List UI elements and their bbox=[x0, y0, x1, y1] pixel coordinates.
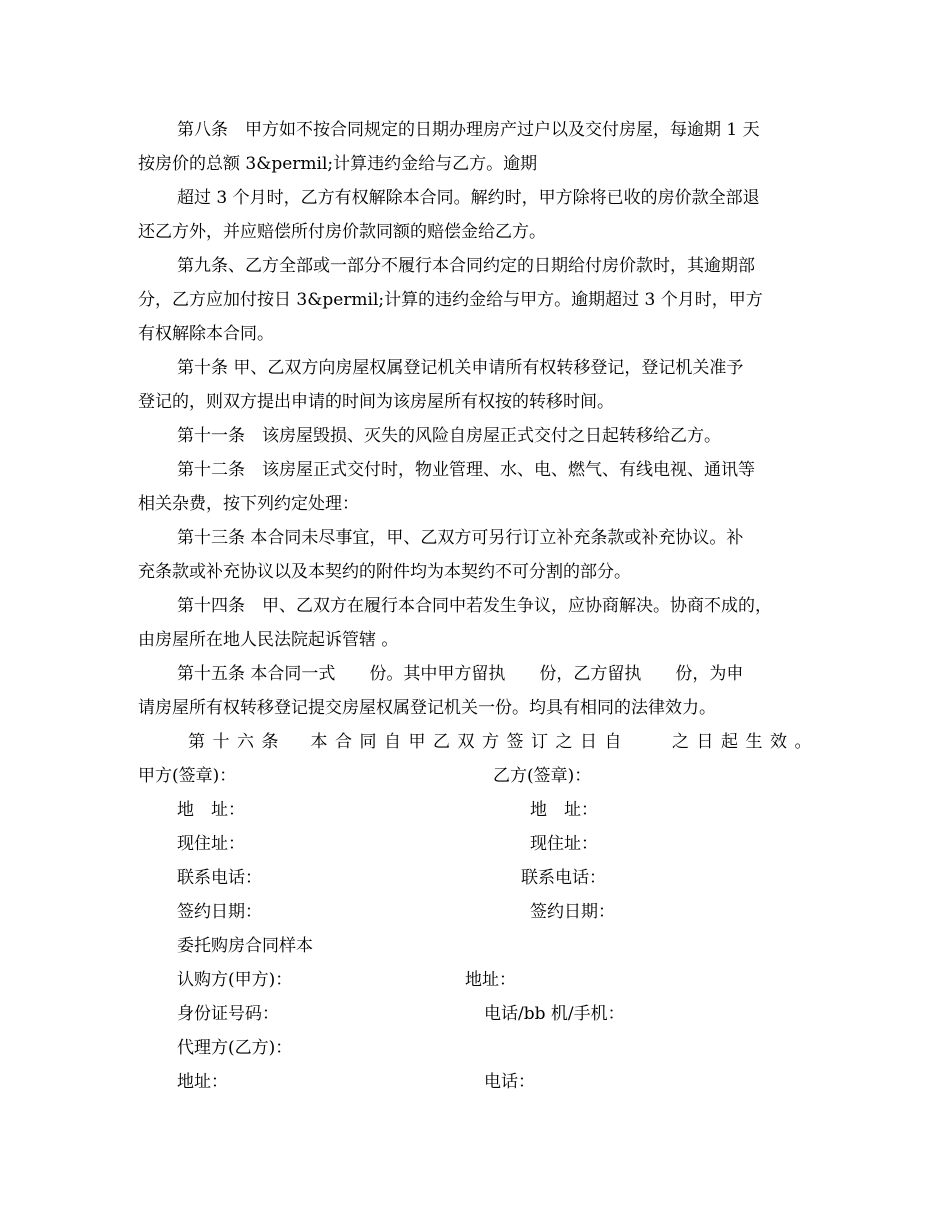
clause-9-line-2: 分，乙方应加付按日 3&permil;计算的违约金给与甲方。逾期超过 3 个月时，甲方 bbox=[138, 290, 763, 310]
agent-phone-label: 电话： bbox=[484, 1072, 535, 1092]
agent-address-label: 地址： bbox=[177, 1072, 228, 1092]
clause-9-line-1: 第九条、乙方全部或一部分不履行本合同约定的日期给付房价款时，其逾期部 bbox=[177, 256, 755, 276]
party-a-signature-label: 甲方(签章)： bbox=[138, 766, 237, 786]
party-b-current-address-label: 现住址： bbox=[530, 834, 598, 854]
clause-16-right: 之日起生效。 bbox=[672, 732, 819, 752]
clause-16-left: 第十六条 本合同自甲乙双方签订之日自 bbox=[188, 732, 629, 752]
entrust-contract-title: 委托购房合同样本 bbox=[177, 936, 313, 956]
party-a-address-label: 地 址： bbox=[177, 800, 245, 820]
id-number-label: 身份证号码： bbox=[177, 1004, 279, 1024]
clause-14-line-2: 由房屋所在地人民法院起诉管辖 。 bbox=[138, 630, 399, 650]
party-b-date-label: 签约日期： bbox=[530, 902, 615, 922]
party-b-phone-label: 联系电话： bbox=[521, 868, 606, 888]
clause-9-line-3: 有权解除本合同。 bbox=[138, 324, 274, 344]
clause-13-line-1: 第十三条 本合同未尽事宜，甲、乙双方可另行订立补充条款或补充协议。补 bbox=[177, 528, 744, 548]
party-b-signature-label: 乙方(签章)： bbox=[493, 766, 592, 786]
phone-pager-label: 电话/bb 机/手机： bbox=[484, 1004, 625, 1024]
agent-label: 代理方(乙方)： bbox=[177, 1038, 293, 1058]
clause-15-line-2: 请房屋所有权转移登记提交房屋权属登记机关一份。均具有相同的法律效力。 bbox=[138, 698, 716, 718]
clause-12-line-2: 相关杂费，按下列约定处理： bbox=[138, 494, 359, 514]
clause-8-line-3: 超过 3 个月时，乙方有权解除本合同。解约时，甲方除将已收的房价款全部退 bbox=[177, 188, 760, 208]
clause-8-line-4: 还乙方外，并应赔偿所付房价款同额的赔偿金给乙方。 bbox=[138, 222, 546, 242]
clause-10-line-1: 第十条 甲、乙双方向房屋权属登记机关申请所有权转移登记，登记机关准予 bbox=[177, 358, 744, 378]
clause-8-line-2: 按房价的总额 3&permil;计算违约金给与乙方。逾期 bbox=[138, 154, 538, 174]
clause-8-line-1: 第八条 甲方如不按合同规定的日期办理房产过户以及交付房屋，每逾期 1 天 bbox=[177, 120, 760, 140]
party-a-current-address-label: 现住址： bbox=[177, 834, 245, 854]
party-a-phone-label: 联系电话： bbox=[177, 868, 262, 888]
clause-14-line-1: 第十四条 甲、乙双方在履行本合同中若发生争议，应协商解决。协商不成的， bbox=[177, 596, 772, 616]
buyer-label: 认购方(甲方)： bbox=[177, 970, 293, 990]
party-b-address-label: 地 址： bbox=[530, 800, 598, 820]
clause-10-line-2: 登记的，则双方提出申请的时间为该房屋所有权按的转移时间。 bbox=[138, 392, 614, 412]
clause-11-line-1: 第十一条 该房屋毁损、灭失的风险自房屋正式交付之日起转移给乙方。 bbox=[177, 426, 721, 446]
clause-12-line-1: 第十二条 该房屋正式交付时，物业管理、水、电、燃气、有线电视、通讯等 bbox=[177, 460, 755, 480]
party-a-date-label: 签约日期： bbox=[177, 902, 262, 922]
clause-15-line-1: 第十五条 本合同一式 份。其中甲方留执 份，乙方留执 份，为申 bbox=[177, 664, 744, 684]
buyer-address-label: 地址： bbox=[465, 970, 516, 990]
clause-13-line-2: 充条款或补充协议以及本契约的附件均为本契约不可分割的部分。 bbox=[138, 562, 631, 582]
